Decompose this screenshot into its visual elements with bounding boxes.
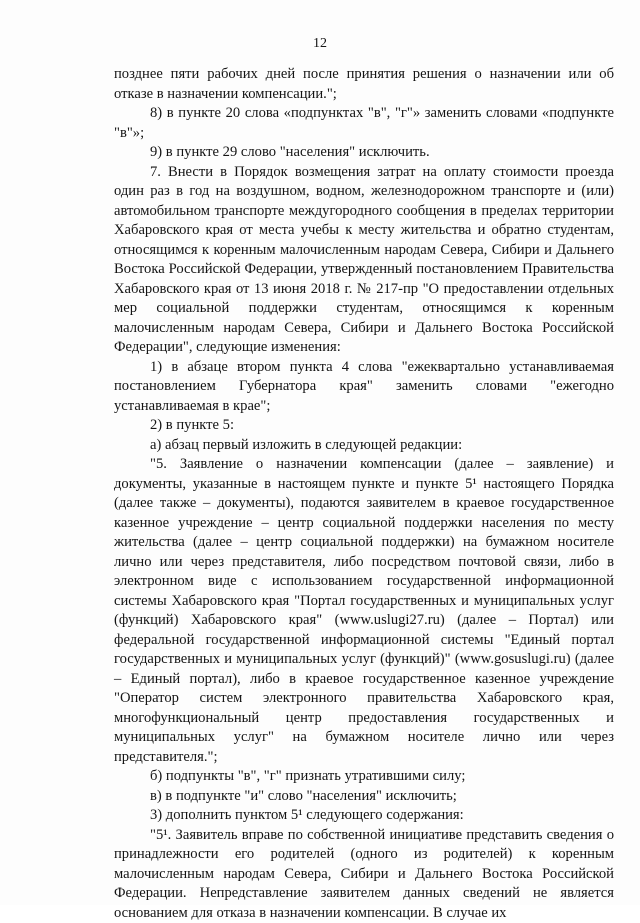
paragraph: 7. Внести в Порядок возмещения затрат на оплату стоимости проезда один раз в год на воздушном, водном, железнодорожном транспорте и (или) автомобильном транспорте междугородного сообщения в пределах территории Хабаровского края от места учебы к месту жительства и обратно студентам, относящимся к коренным малочисленным народам Севера, Сибири и Дальнего Востока Российской Федерации, утвержденный постановлением Правительства Хабаровского края от 13 июня 2018 г. № 217-пр "О предоставлении отдельных мер социальной поддержки студентам, относящимся к коренным малочисленным народам Севера, Сибири и Дальнего Востока Российской Федерации", следующие изменения: (114, 163, 614, 358)
paragraph: "5. Заявление о назначении компенсации (далее – заявление) и документы, указанные в настоящем пункте и пункте 5¹ настоящего Порядка (далее также – документы), подаются заявителем в краевое государственное казенное учреждение – центр социальной поддержки населения по месту жительства (далее – центр социальной поддержки) на бумажном носителе лично или через представителя, либо посредством почтовой связи, либо в электронном виде с использованием государственной информационной системы Хабаровского края "Портал государственных и муниципальных услуг (функций) Хабаровского края" (www.uslugi27.ru) (далее – Портал) или федеральной государственной информационной системы "Единый портал государственных и муниципальных услуг (функций)" (www.gosuslugi.ru) (далее – Единый портал), либо в краевое государственное казенное учреждение "Оператор систем электронного правительства Хабаровского края, многофункциональный центр предоставления государственных и муниципальных услуг" на бумажном носителе лично или через представителя."; (114, 455, 614, 767)
paragraph: 8) в пункте 20 слова «подпунктах "в", "г"» заменить словами «подпункте "в"»; (114, 104, 614, 143)
paragraph: а) абзац первый изложить в следующей редакции: (114, 436, 614, 456)
paragraph: позднее пяти рабочих дней после принятия решения о назначении или об отказе в назначении компенсации."; (114, 65, 614, 104)
paragraph: 3) дополнить пунктом 5¹ следующего содержания: (114, 806, 614, 826)
paragraph: б) подпункты "в", "г" признать утратившими силу; (114, 767, 614, 787)
paragraph: в) в подпункте "и" слово "населения" исключить; (114, 787, 614, 807)
paragraph: 1) в абзаце втором пункта 4 слова "ежеквартально устанавливаемая постановлением Губернатора края" заменить словами "ежегодно устанавливаемая в крае"; (114, 358, 614, 417)
paragraph: "5¹. Заявитель вправе по собственной инициативе представить сведения о принадлежности его родителей (одного из родителей) к коренным малочисленным народам Севера, Сибири и Дальнего Востока Российской Федерации. Непредставление заявителем данных сведений не является основанием для отказа в назначении компенсации. В случае их (114, 826, 614, 923)
paragraph: 9) в пункте 29 слово "населения" исключить. (114, 143, 614, 163)
page-number: 12 (0, 36, 640, 52)
document-body (114, 65, 614, 923)
paragraph: 2) в пункте 5: (114, 416, 614, 436)
